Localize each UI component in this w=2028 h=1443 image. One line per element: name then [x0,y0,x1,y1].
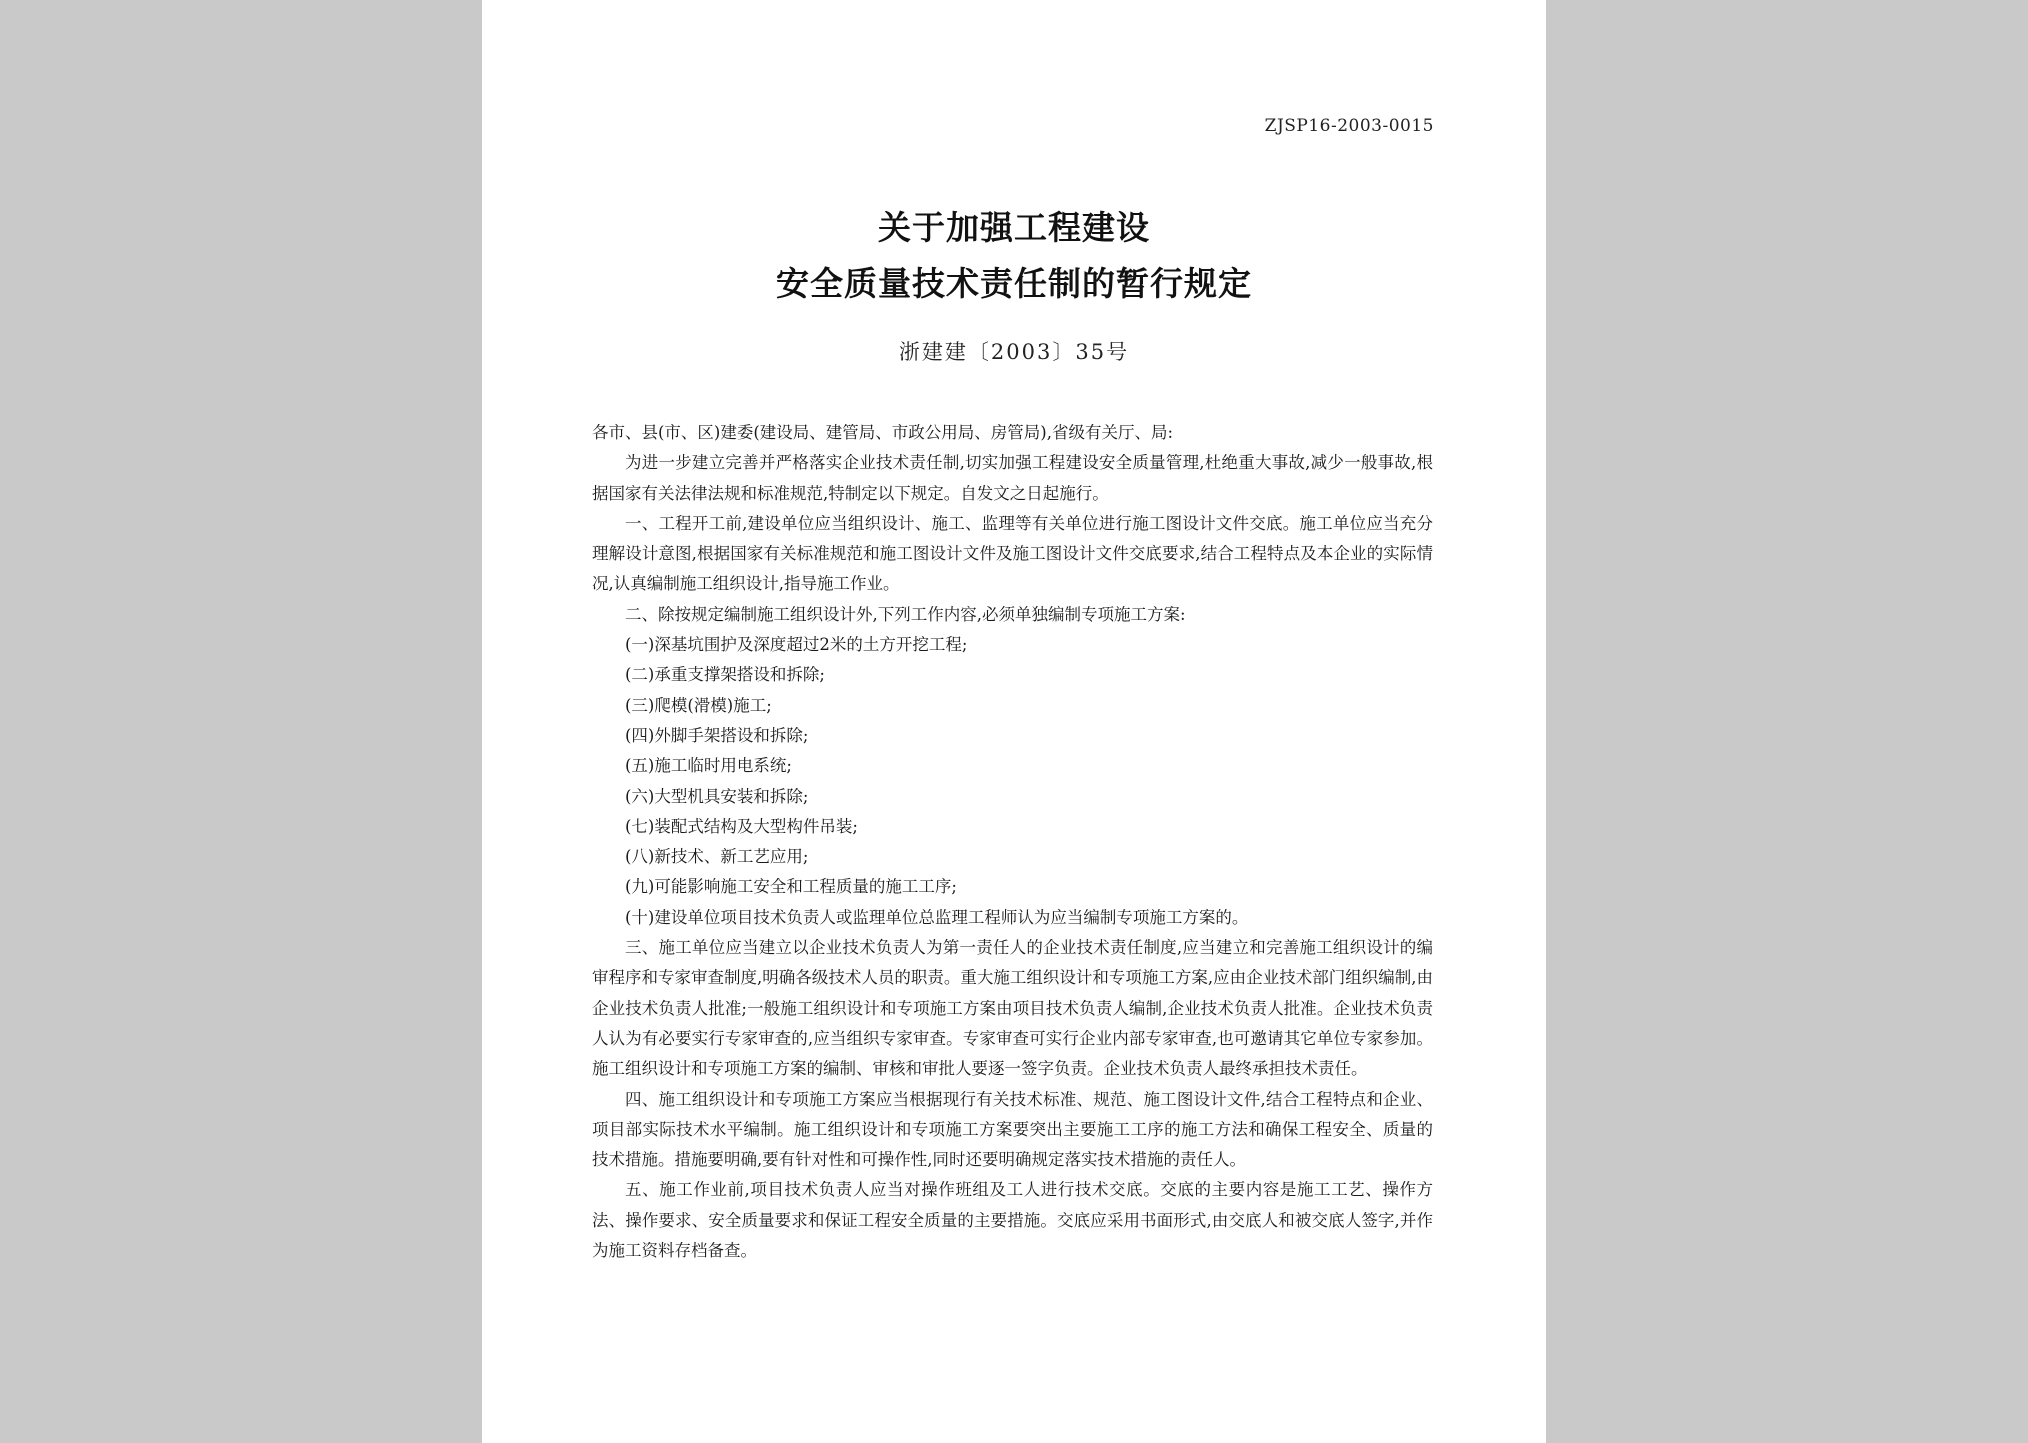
paragraph-4: 四、施工组织设计和专项施工方案应当根据现行有关技术标准、规范、施工图设计文件,结合工程特点和企业、项目部实际技术水平编制。施工组织设计和专项施工方案要突出主要施工工序的施工方法和确保工程安全、质量的技术措施。措施要明确,要有针对性和可操作性,同时还要明确规定落实技术措施的责任人。 [592,1089,1433,1170]
title-line-1: 关于加强工程建设 [878,208,1150,247]
list-item: (二)承重支撑架搭设和拆除; [625,665,825,685]
list-item: (五)施工临时用电系统; [625,756,792,776]
paragraph-2: 二、除按规定编制施工组织设计外,下列工作内容,必须单独编制专项施工方案: [625,604,1186,624]
document-number: 浙建建〔2003〕35号 [898,340,1130,364]
list-item: (六)大型机具安装和拆除; [625,786,809,806]
list-item: (十)建设单位项目技术负责人或监理单位总监理工程师认为应当编制专项施工方案的。 [625,907,1249,927]
list-item: (一)深基坑围护及深度超过2米的土方开挖工程; [625,635,968,655]
list-item: (三)爬模(滑模)施工; [625,695,772,715]
list-item: (七)装配式结构及大型构件吊装; [625,816,858,836]
salutation: 各市、县(市、区)建委(建设局、建管局、市政公用局、房管局),省级有关厅、局: [592,423,1174,442]
paragraph-5: 五、施工作业前,项目技术负责人应当对操作班组及工人进行技术交底。交底的主要内容是施工工艺、操作方法、操作要求、安全质量要求和保证工程安全质量的主要措施。交底应采用书面形式,由交底人和被交底人签字,并作为施工资料存档备查。 [592,1180,1433,1261]
title-line-2: 安全质量技术责任制的暂行规定 [776,264,1252,303]
paragraph-1: 一、工程开工前,建设单位应当组织设计、施工、监理等有关单位进行施工图设计文件交底。施工单位应当充分理解设计意图,根据国家有关标准规范和施工图设计文件及施工图设计文件交底要求,结合工程特点及本企业的实际情况,认真编制施工组织设计,指导施工作业。 [592,513,1433,594]
paragraph-3: 三、施工单位应当建立以企业技术负责人为第一责任人的企业技术责任制度,应当建立和完善施工组织设计的编审程序和专家审查制度,明确各级技术人员的职责。重大施工组织设计和专项施工方案,应由企业技术部门组织编制,由企业技术负责人批准;一般施工组织设计和专项施工方案由项目技术负责人编制,企业技术负责人批准。企业技术负责人认为有必要实行专家审查的,应当组织专家审查。专家审查可实行企业内部专家审查,也可邀请其它单位专家参加。施工组织设计和专项施工方案的编制、审核和审批人要逐一签字负责。企业技术负责人最终承担技术责任。 [592,938,1433,1079]
list-item: (四)外脚手架搭设和拆除; [625,725,809,745]
document-body [592,418,1433,1266]
list-item: (九)可能影响施工安全和工程质量的施工工序; [625,877,957,897]
document-page [482,0,1546,1443]
paragraph-intro: 为进一步建立完善并严格落实企业技术责任制,切实加强工程建设安全质量管理,杜绝重大事故,减少一般事故,根据国家有关法律法规和标准规范,特制定以下规定。自发文之日起施行。 [592,453,1433,503]
list-item: (八)新技术、新工艺应用; [625,847,809,867]
document-code: ZJSP16-2003-0015 [1264,116,1434,136]
